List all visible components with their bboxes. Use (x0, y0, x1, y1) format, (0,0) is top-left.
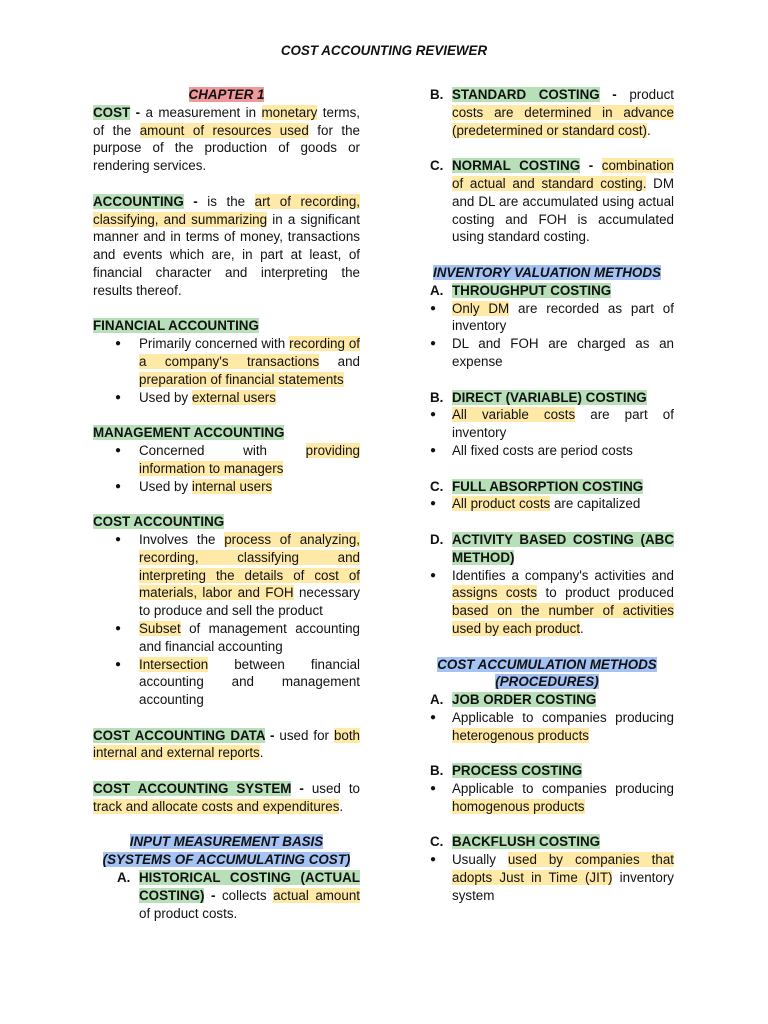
list-item: ● Intersection between financial accounting and management accounting (93, 656, 360, 709)
chapter-heading: CHAPTER 1 (188, 87, 265, 102)
inventory-valuation-heading: INVENTORY VALUATION METHODS (433, 264, 661, 280)
direct-costing-list (452, 406, 674, 459)
full-absorption-costing-list (452, 495, 674, 513)
management-accounting-list (93, 442, 360, 495)
cost-accounting-list (93, 531, 360, 709)
backflush-costing-heading: C. BACKFLUSH COSTING (430, 834, 601, 850)
throughput-costing-list (452, 300, 674, 371)
list-item: ● Involves the process of analyzing, recording, classifying and interpreting the details of cost of materials, labor and FOH necessary to produce and sell the product (93, 531, 360, 620)
document-title: COST ACCOUNTING REVIEWER (280, 43, 488, 58)
list-item: ● Identifies a company's activities and assigns costs to product produced based on the number of activities used by each product. (452, 567, 674, 638)
list-item: ● Subset of management accounting and financial accounting (93, 620, 360, 656)
job-order-costing-list (452, 709, 674, 745)
standard-costing-item: B. STANDARD COSTING - product costs are determined in advance (predetermined or standard cost). (430, 87, 674, 138)
process-costing-heading: B. PROCESS COSTING (430, 763, 583, 779)
definition-accounting: ACCOUNTING - is the art of recording, classifying, and summarizing in a significant manner and in terms of money, transactions and events which are, in part at least, of financial character and interpreting the results thereof. (93, 193, 361, 298)
list-item: ● Applicable to companies producing homogenous products (452, 780, 674, 816)
direct-costing-heading: B. DIRECT (VARIABLE) COSTING (430, 389, 647, 405)
definition-cost-accounting-data: COST ACCOUNTING DATA - used for both internal and external reports. (93, 727, 360, 761)
right-column (430, 86, 674, 905)
management-accounting-heading: MANAGEMENT ACCOUNTING (93, 425, 285, 441)
abc-costing-heading: D. ACTIVITY BASED COSTING (ABC METHOD) (430, 531, 674, 565)
list-item: ● All fixed costs are period costs (452, 442, 674, 460)
list-item: ● Usually used by companies that adopts Just in Time (JIT) inventory system (452, 851, 674, 904)
backflush-costing-list (452, 851, 674, 904)
financial-accounting-list (93, 335, 360, 406)
list-item: ● Used by internal users (93, 478, 360, 496)
full-absorption-costing-heading: C. FULL ABSORPTION COSTING (430, 478, 644, 494)
financial-accounting-heading: FINANCIAL ACCOUNTING (93, 318, 259, 334)
cost-accumulation-heading: COST ACCUMULATION METHODS (PROCEDURES) (437, 656, 657, 690)
historical-costing-item: A. HISTORICAL COSTING (ACTUAL COSTING) - collects actual amount of product costs. (117, 870, 360, 921)
abc-costing-list (452, 567, 674, 638)
term-accounting: ACCOUNTING (93, 193, 184, 209)
list-item: ● Only DM are recorded as part of inventory (452, 300, 674, 336)
list-item: ● Used by external users (93, 389, 360, 407)
list-item: ● All product costs are capitalized (452, 495, 674, 513)
job-order-costing-heading: A. JOB ORDER COSTING (430, 692, 597, 708)
list-item: ● All variable costs are part of inventory (452, 406, 674, 442)
normal-costing-item: C. NORMAL COSTING - combination of actual and standard costing. DM and DL are accumulated using actual costing and FOH is accumulated using standard costing. (430, 158, 674, 245)
left-column (93, 86, 360, 922)
definition-cost-accounting-system: COST ACCOUNTING SYSTEM - used to track and allocate costs and expenditures. (93, 781, 360, 814)
throughput-costing-heading: A. THROUGHPUT COSTING (430, 282, 612, 298)
definition-cost: COST - a measurement in monetary terms, of the amount of resources used for the purpose of the production of goods or rendering services. (93, 104, 360, 174)
term-cost: COST (93, 104, 131, 120)
list-item: ● Concerned with providing information to managers (93, 442, 360, 478)
list-item: ● DL and FOH are charged as an expense (452, 335, 674, 371)
cost-accounting-heading: COST ACCOUNTING (93, 514, 225, 530)
list-item: ● Primarily concerned with recording of a company's transactions and preparation of financial statements (93, 335, 360, 388)
list-item: ● Applicable to companies producing heterogenous products (452, 709, 674, 745)
process-costing-list (452, 780, 674, 816)
input-measurement-heading: INPUT MEASUREMENT BASIS (SYSTEMS OF ACCUMULATING COST) (102, 834, 351, 868)
